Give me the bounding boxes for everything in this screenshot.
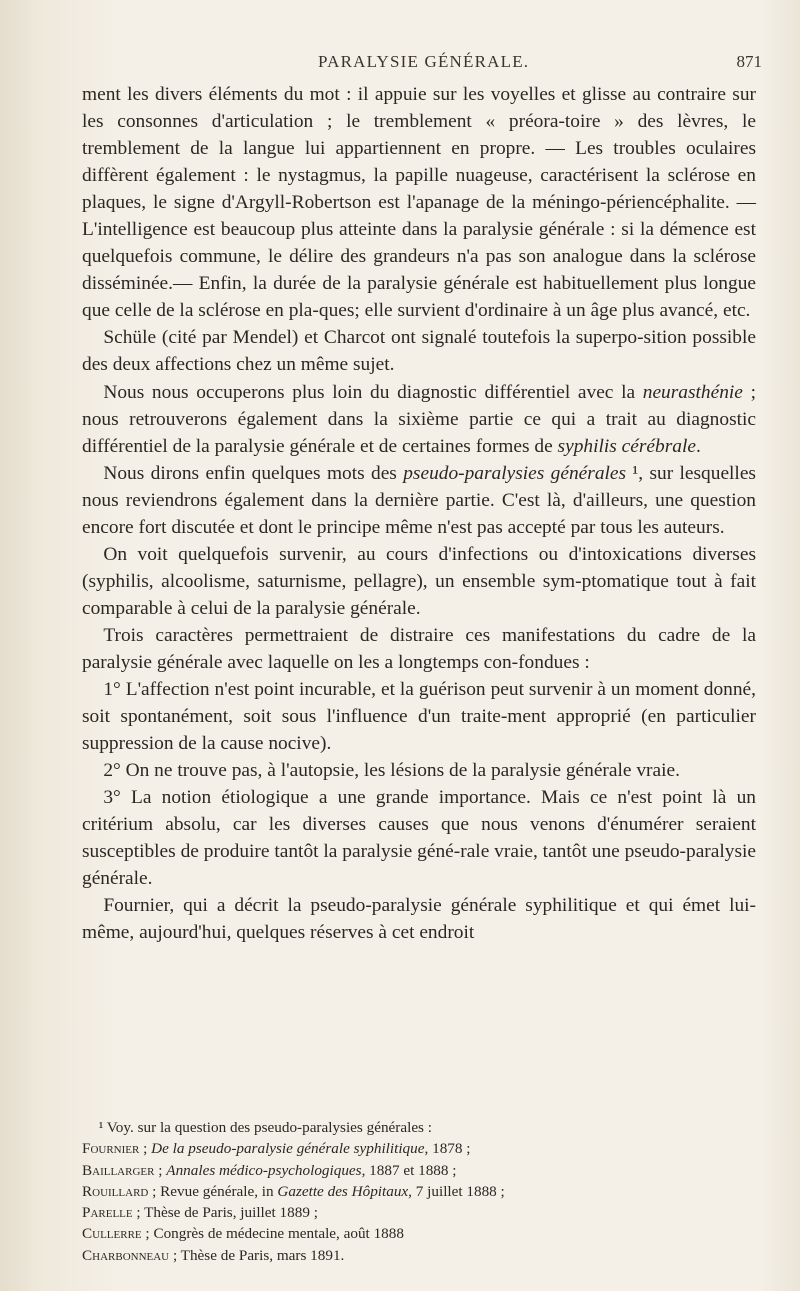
italic-term: pseudo-paralysies générales xyxy=(403,462,627,484)
main-text xyxy=(82,81,756,947)
author-name: Fournier xyxy=(82,1140,140,1158)
paragraph-text: Schüle (cité par Mendel) et Charcot ont signalé toutefois la superpo-sition possible des deux affections chez un même sujet. xyxy=(82,327,756,376)
running-title: PARALYSIE GÉNÉRALE. xyxy=(318,52,530,71)
author-name: Rouillard xyxy=(82,1182,149,1200)
footnote-text: ; Thèse de Paris, mars 1891. xyxy=(169,1246,345,1264)
paragraph-1 xyxy=(82,81,756,324)
footnote-text: ; xyxy=(154,1161,167,1179)
paragraph-text: Nous dirons enfin quelques mots des xyxy=(103,462,404,484)
footnote-entry xyxy=(82,1181,756,1202)
paragraph-5 xyxy=(82,541,756,622)
footnote-reference: ¹ xyxy=(626,462,639,484)
paragraph-3 xyxy=(82,379,756,460)
paragraph-text: 3° La notion étiologique a une grande importance. Mais ce n'est point là un critérium absolu, car les diverses causes que nous venons d'énumérer seraient susceptibles de produire tantôt la paralysie géné-rale vraie, tantôt une pseudo-paralysie générale. xyxy=(82,787,756,890)
footnotes xyxy=(82,1117,756,1266)
footnote-entry xyxy=(82,1160,756,1181)
paragraph-text: Trois caractères permettraient de distraire ces manifestations du cadre de la paralysie générale avec laquelle on les a longtemps con-fondues : xyxy=(82,624,756,673)
footnote-text: ; Congrès de médecine mentale, août 1888 xyxy=(141,1225,404,1243)
paragraph-10 xyxy=(82,892,756,946)
footnote-intro: ¹ Voy. sur la question des pseudo-paralysies générales : xyxy=(98,1119,432,1136)
paragraph-text: ; nous retrouverons également dans la sixième partie ce qui a trait au diagnostic différentiel de la paralysie générale et de certaines formes de xyxy=(82,381,756,457)
italic-term: neurasthénie xyxy=(642,381,743,403)
author-name: Baillarger xyxy=(82,1161,155,1179)
paragraph-text: 2° On ne trouve pas, à l'autopsie, les lésions de la paralysie générale vraie. xyxy=(103,760,680,782)
footnote-text: ; Revue générale, in xyxy=(148,1182,278,1200)
footnote-text: , 1887 et 1888 ; xyxy=(361,1161,457,1179)
author-name: Charbonneau xyxy=(82,1246,170,1264)
italic-term: syphilis cérébrale xyxy=(557,435,696,457)
author-name: Cullerre xyxy=(82,1225,142,1243)
author-name: Parelle xyxy=(82,1204,133,1222)
paragraph-text: Nous nous occuperons plus loin du diagnostic différentiel avec la xyxy=(103,381,643,403)
paragraph-text: . xyxy=(695,435,701,457)
list-item-1 xyxy=(82,676,756,757)
work-title: Annales médico-psychologiques xyxy=(166,1161,362,1179)
footnote-text: , 1878 ; xyxy=(424,1140,471,1158)
paragraph-text: 1° L'affection n'est point incurable, et la guérison peut survenir à un moment donné, soit spontanément, soit sous l'influence d'un traite-ment approprié (en particulier suppression de la cause nocive). xyxy=(82,679,756,755)
footnote-entry xyxy=(82,1202,756,1223)
footnote-text: , 7 juillet 1888 ; xyxy=(408,1182,505,1200)
paragraph-2 xyxy=(82,324,756,378)
footnote-entry xyxy=(82,1138,756,1159)
page-number: 871 xyxy=(736,52,762,71)
paragraph-text: Fournier, qui a décrit la pseudo-paralysie générale syphilitique et qui émet lui-même, aujourd'hui, quelques réserves à cet endroit xyxy=(82,895,756,944)
footnote-entry xyxy=(82,1223,756,1244)
paragraph-6 xyxy=(82,622,756,676)
work-title: Gazette des Hôpitaux xyxy=(277,1182,409,1200)
work-title: De la pseudo-paralysie générale syphilitique xyxy=(151,1140,425,1158)
paragraph-4 xyxy=(82,460,756,541)
paragraph-text: , sur lesquelles nous reviendrons également dans la dernière partie. C'est là, d'ailleurs, une question encore fort discutée et dont le principe même n'est pas accepté par tous les auteurs. xyxy=(82,462,756,538)
footnote-text: ; xyxy=(139,1140,152,1158)
page-header xyxy=(0,52,800,76)
list-item-3 xyxy=(82,784,756,892)
footnote-entry xyxy=(82,1245,756,1266)
paragraph-text: On voit quelquefois survenir, au cours d'infections ou d'intoxications diverses (syphilis, alcoolisme, saturnisme, pellagre), un ensemble sym-ptomatique tout à fait comparable à celui de la paralysie générale. xyxy=(82,543,756,619)
footnote-text: ; Thèse de Paris, juillet 1889 ; xyxy=(132,1204,318,1222)
list-item-2 xyxy=(82,757,756,784)
paragraph-text: ment les divers éléments du mot : il appuie sur les voyelles et glisse au contraire sur les consonnes d'articulation ; le tremblement « préora-toire » des lèvres, le tremblement de la langue lui appartiennent en propre. — Les troubles oculaires diffèrent également : le nystagmus, la papille nuageuse, caractérisent la sclérose en plaques, le signe d'Argyll-Robertson est l'apanage de la méningo-périencéphalite. — L'intelligence est beaucoup plus atteinte dans la paralysie générale : si la démence est quelquefois commune, le délire des grandeurs n'a pas son analogue dans la sclérose disséminée.— Enfin, la durée de la paralysie générale est habituellement plus longue que celle de la sclérose en pla-ques; elle survient d'ordinaire à un âge plus avancé, etc. xyxy=(82,84,756,322)
